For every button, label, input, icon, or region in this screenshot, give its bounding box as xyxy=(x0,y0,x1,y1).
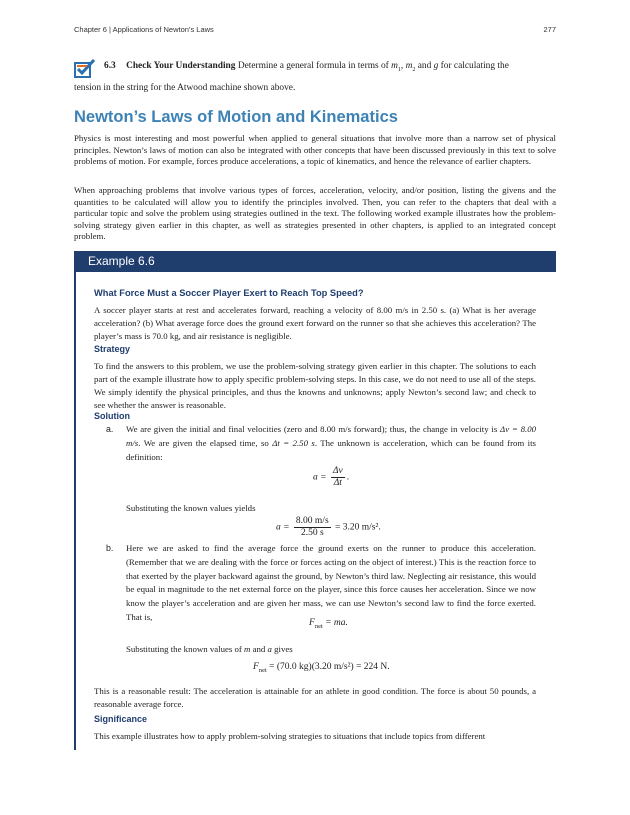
equation-accel-def xyxy=(313,466,349,489)
part-a-text2: . We are given the elapsed time, so xyxy=(138,437,269,448)
cyu-title: Check Your Understanding xyxy=(126,61,236,71)
eq3-rhs: = ma. xyxy=(325,618,348,628)
eq2-den: 2.50 s xyxy=(300,528,324,538)
page-number: 277 xyxy=(543,25,556,34)
subst2-b: gives xyxy=(274,644,293,654)
page-header xyxy=(74,25,556,34)
substitution-text-2 xyxy=(126,644,293,654)
subst2-a: Substituting the known values of xyxy=(126,644,242,654)
equation-force-value xyxy=(253,662,390,674)
paragraph-1: Physics is most interesting and most powerful when applied to general situations that involve more than a narrow set of physical principles. Newton’s laws of motion can also be integrated with other concepts that have been discussed previously in this text to solve problems of motion. For example, forces produce accelerations, a topic of kinematics, and hence the relevance of earlier chapters. xyxy=(74,133,556,167)
part-a-text1: We are given the initial and final velocities (zero and 8.00 m/s forward); thus, the change in velocity is xyxy=(126,424,498,434)
eq1-num: Δv xyxy=(332,466,343,476)
part-b-text: Here we are asked to find the average force the ground exerts on the runner to produce this acceleration. (Remember that we are dealing with the force or forces acting on the object of interest.) This is the reaction force to that exerted by the player backward against the ground, by Newton’s third law. Neglecting air resistance, this would be equal in magnitude to the net external force on the player, since this force causes her acceleration. Since we now know the player’s acceleration and are given her mass, we can use Newton’s second law to find the force exerted. That is, xyxy=(126,543,536,622)
solution-part-a xyxy=(106,423,536,464)
comma: , xyxy=(400,61,404,71)
example-header xyxy=(74,251,556,272)
example-border xyxy=(74,272,76,750)
example-problem: A soccer player starts at rest and accelerates forward, reaching a velocity of 8.00 m/s in 2.50 s. (a) What is her average acceleration? (b) What average force does the ground exert forward on the runner so that she achieves this acceleration? The player’s mass is 70.0 kg, and air resistance is negligible. xyxy=(94,305,536,341)
substitution-text-1: Substituting the known values yields xyxy=(126,503,256,513)
var-m2: m xyxy=(405,61,413,71)
sub-2: 2 xyxy=(412,66,416,73)
var-m1: m xyxy=(391,61,398,71)
cyu-text: Determine a general formula in terms of xyxy=(237,61,389,71)
solution-heading: Solution xyxy=(94,411,130,421)
example-label: Example 6.6 xyxy=(88,254,155,268)
subst2-m: m xyxy=(244,644,251,654)
conclusion-text: This is a reasonable result: The acceleration is attainable for an athlete in good condition. The force is about 50 pounds, a reasonable average force. xyxy=(94,686,536,709)
eq2-num: 8.00 m/s xyxy=(295,516,329,526)
eq2-end: . xyxy=(378,522,381,533)
eq4-rhs: = (70.0 kg)(3.20 m/s²) = 224 N. xyxy=(269,662,390,672)
significance-text: This example illustrates how to apply problem-solving strategies to situations that include topics from different xyxy=(94,731,486,741)
eq2-lhs: a = xyxy=(276,522,290,533)
checklist-icon xyxy=(74,59,96,79)
delta-v: Δv = 8.00 m/s xyxy=(126,424,537,448)
subst2-ag: a xyxy=(267,644,272,654)
eq3-F: F xyxy=(309,618,315,628)
part-b-label: b. xyxy=(106,543,114,553)
eq4-sub: net xyxy=(258,666,267,674)
sub-1: 1 xyxy=(397,66,401,73)
equation-accel-value xyxy=(276,516,381,539)
strategy-heading: Strategy xyxy=(94,344,131,354)
example-title: What Force Must a Soccer Player Exert to Reach Top Speed? xyxy=(94,288,364,298)
subst2-and: and xyxy=(252,644,266,654)
eq1-lhs: a = xyxy=(313,472,327,483)
equation-newton xyxy=(309,618,348,630)
and-word: and xyxy=(417,61,432,71)
cyu-text-b: for calculating the xyxy=(440,61,509,71)
delta-t: Δt = 2.50 s xyxy=(272,437,315,448)
chapter-title: Chapter 6 | Applications of Newton’s Laws xyxy=(74,25,214,34)
strategy-text: To find the answers to this problem, we use the problem-solving strategy given earlier in this chapter. The solutions to each part of the example illustrate how to apply specific problem-solving steps. In this case, we do not need to use all of the steps. We simply identify the physical principles, and thus the knowns and unknowns; apply Newton’s second law; and check to see whether the answer is reasonable. xyxy=(94,361,536,410)
part-a-text3: . The unknown is acceleration, which can be found from its definition: xyxy=(126,437,536,462)
eq1-den: Δt xyxy=(333,478,342,488)
part-a-label: a. xyxy=(106,424,114,434)
section-title: Newton’s Laws of Motion and Kinematics xyxy=(74,108,398,126)
solution-part-b xyxy=(106,542,536,625)
eq4-F: F xyxy=(253,662,259,672)
eq3-sub: net xyxy=(314,622,323,630)
eq2-rhs: = 3.20 m/s² xyxy=(335,522,379,533)
cyu-number: 6.3 xyxy=(104,61,116,71)
significance-heading: Significance xyxy=(94,714,148,724)
var-g: g xyxy=(433,61,439,71)
eq1-end: . xyxy=(346,472,350,483)
cyu-text-c: tension in the string for the Atwood machine shown above. xyxy=(74,82,296,93)
check-understanding xyxy=(74,57,556,97)
paragraph-2: When approaching problems that involve various types of forces, acceleration, velocity, and/or position, listing the givens and the quantities to be calculated will allow you to identify the principles involved. Then, you can refer to the chapters that deal with a particular topic and solve the problem using strategies outlined in the text. The following worked example illustrates how the problem-solving strategy given earlier in this chapter, as well as strategies presented in other chapters, is applied to an integrated concept problem. xyxy=(74,185,556,242)
